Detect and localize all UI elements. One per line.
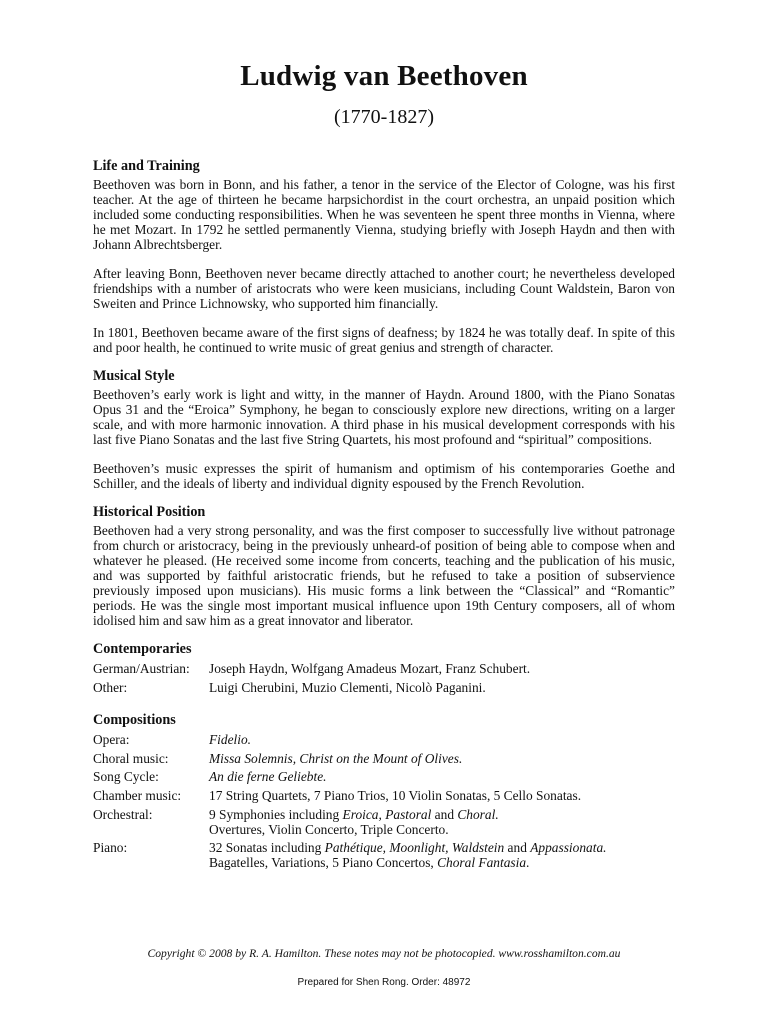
section-contemporaries bbox=[93, 640, 675, 697]
compositions-row-song-cycle bbox=[93, 768, 675, 787]
row-value: 17 String Quartets, 7 Piano Trios, 10 Violin Sonatas, 5 Cello Sonatas. bbox=[209, 787, 582, 803]
paragraph: In 1801, Beethoven became aware of the first signs of deafness; by 1824 he was totally deaf. In spite of this and poor health, he continued to write music of great genius and strength of character. bbox=[93, 325, 675, 355]
page-title: Ludwig van Beethoven bbox=[240, 60, 528, 92]
row-value: An die ferne Geliebte. bbox=[209, 769, 327, 784]
row-label: Other: bbox=[93, 679, 128, 695]
work-title: Appassionata bbox=[530, 840, 604, 855]
text: 9 Symphonies including bbox=[209, 807, 343, 822]
section-musical-style bbox=[93, 367, 675, 491]
text: Bagatelles, Variations, 5 Piano Concertos, bbox=[209, 855, 438, 870]
work-title: Choral bbox=[457, 807, 496, 822]
contemporaries-row bbox=[93, 679, 675, 698]
row-value bbox=[209, 807, 675, 837]
text: . bbox=[495, 807, 499, 822]
row-label: Opera: bbox=[93, 732, 130, 747]
compositions-row-choral bbox=[93, 750, 675, 769]
section-heading: Contemporaries bbox=[93, 641, 192, 657]
text: . bbox=[603, 840, 607, 855]
text: 32 Sonatas including bbox=[209, 840, 325, 855]
paragraph: Beethoven had a very strong personality, and was the first composer to successfully live without patronage from church or aristocracy, being in the previously unheard-of position of being able to compose when and whatever he pleased. (He received some income from concerts, teaching and the publication of his music, and was supported by faithful aristocratic friends, but he refused to take a position of subservience previously imposed upon musicians). His music forms a link between the “Classical” and “Romantic” periods. He was the single most important musical influence upon 19th Century composers, all of whom idolised him and saw him as a great innovator and liberator. bbox=[93, 523, 675, 628]
contemporaries-row bbox=[93, 660, 675, 679]
section-heading: Historical Position bbox=[93, 504, 206, 520]
text: and bbox=[504, 840, 531, 855]
copyright-notice: Copyright © 2008 by R. A. Hamilton. These notes may not be photocopied. www.rosshamilton.com.au bbox=[147, 947, 621, 960]
row-value: Fidelio. bbox=[209, 732, 252, 747]
compositions-row-chamber bbox=[93, 787, 675, 806]
section-heading: Compositions bbox=[93, 712, 176, 728]
row-value bbox=[209, 840, 675, 870]
section-compositions bbox=[93, 711, 675, 870]
paragraph: Beethoven was born in Bonn, and his father, a tenor in the service of the Elector of Cologne, was his first teacher. At the age of thirteen he became harpsichordist in the court orchestra, an unpaid position which included some conducting responsibilities. When he was seventeen he spent three months in Vienna, where he met Mozart. In 1792 he settled permanently Vienna, studying briefly with Joseph Haydn and then with Johann Albrechtsberger. bbox=[93, 177, 675, 252]
section-heading: Musical Style bbox=[93, 368, 175, 384]
row-label: German/Austrian: bbox=[93, 661, 190, 676]
compositions-row-piano bbox=[93, 840, 675, 870]
row-label: Choral music: bbox=[93, 750, 169, 766]
row-value: Missa Solemnis, Christ on the Mount of Olives. bbox=[209, 750, 463, 766]
row-label: Orchestral: bbox=[93, 807, 153, 822]
row-value: Luigi Cherubini, Muzio Clementi, Nicolò Paganini. bbox=[209, 679, 486, 695]
text: . bbox=[526, 855, 530, 870]
row-label: Chamber music: bbox=[93, 787, 182, 803]
section-life-and-training bbox=[93, 157, 675, 355]
paragraph: After leaving Bonn, Beethoven never became directly attached to another court; he nevertheless developed friendships with a number of aristocrats who were keen musicians, including Count Waldstein, Baron von Sweiten and Prince Lichnowsky, who supported him financially. bbox=[93, 266, 675, 311]
row-label: Song Cycle: bbox=[93, 769, 159, 784]
document-body bbox=[93, 157, 675, 880]
compositions-row-opera bbox=[93, 731, 675, 750]
compositions-row-orchestral bbox=[93, 807, 675, 837]
text: Overtures, Violin Concerto, Triple Concerto. bbox=[209, 822, 449, 837]
paragraph: Beethoven’s early work is light and witty, in the manner of Haydn. Around 1800, with the Piano Sonatas Opus 31 and the “Eroica” Symphony, he began to consciously explore new directions, writing on a larger scale, and with more harmonic innovation. A third phase in his musical development corresponds with his last five Piano Sonatas and the last five String Quartets, his most profound and “spiritual” compositions. bbox=[93, 387, 675, 447]
section-heading: Life and Training bbox=[93, 158, 200, 174]
work-titles: Eroica, Pastoral bbox=[342, 807, 432, 822]
life-dates: (1770-1827) bbox=[334, 106, 434, 128]
work-title: Choral Fantasia bbox=[437, 855, 527, 870]
row-label: Piano: bbox=[93, 840, 128, 855]
work-titles: Pathétique, Moonlight, Waldstein bbox=[324, 840, 505, 855]
paragraph: Beethoven’s music expresses the spirit of humanism and optimism of his contemporaries Goethe and Schiller, and the ideals of liberty and individual dignity espoused by the French Revolution. bbox=[93, 461, 675, 491]
section-historical-position bbox=[93, 503, 675, 628]
prepared-for-notice: Prepared for Shen Rong. Order: 48972 bbox=[297, 977, 471, 988]
row-value: Joseph Haydn, Wolfgang Amadeus Mozart, Franz Schubert. bbox=[209, 661, 531, 676]
text: and bbox=[431, 807, 458, 822]
